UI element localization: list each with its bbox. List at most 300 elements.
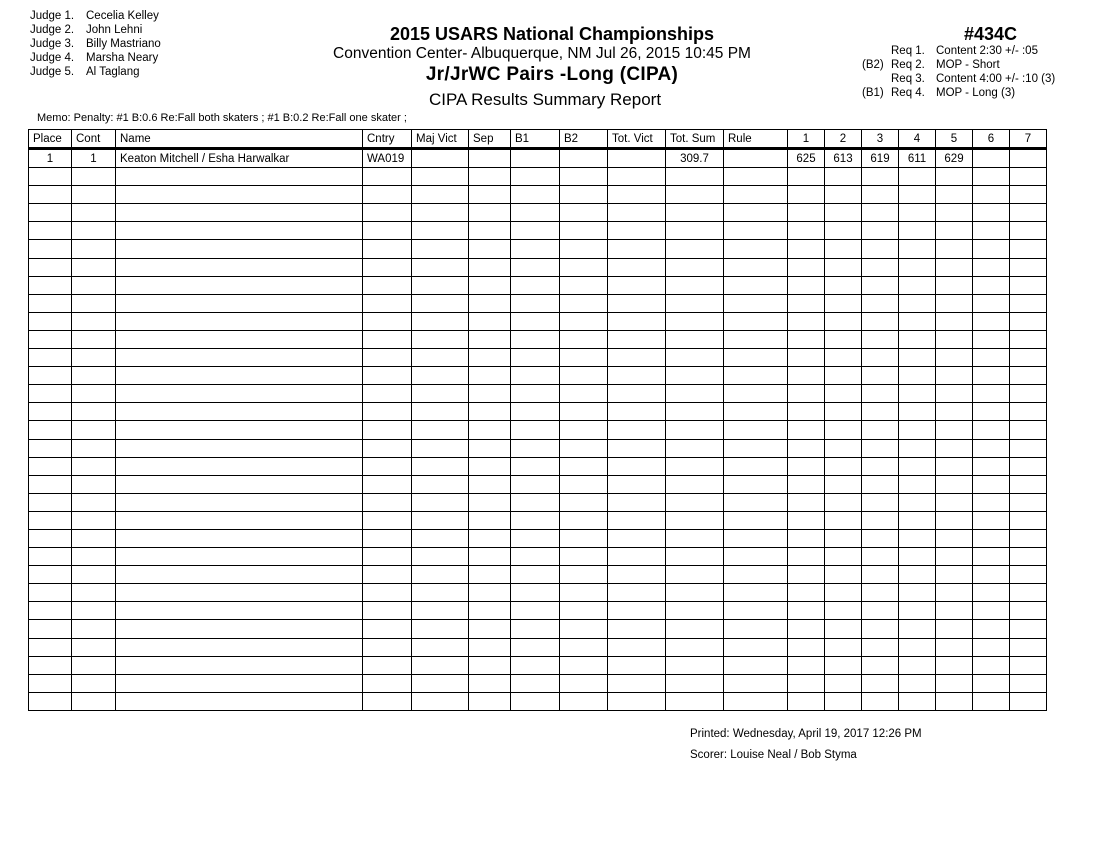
empty-table-row xyxy=(29,529,1047,547)
empty-cell xyxy=(116,385,363,403)
empty-cell xyxy=(511,403,560,421)
empty-cell xyxy=(788,674,825,692)
empty-cell xyxy=(724,584,788,602)
empty-cell xyxy=(363,475,412,493)
empty-cell xyxy=(936,439,973,457)
empty-cell xyxy=(412,529,469,547)
judge-name: Cecelia Kelley xyxy=(86,10,159,22)
empty-cell xyxy=(862,656,899,674)
empty-cell xyxy=(862,620,899,638)
empty-cell xyxy=(666,511,724,529)
empty-cell xyxy=(560,511,608,529)
empty-cell xyxy=(1010,240,1047,258)
requirement-text: Content 2:30 +/- :05 xyxy=(936,45,1038,57)
empty-cell xyxy=(560,692,608,710)
empty-cell xyxy=(862,276,899,294)
empty-cell xyxy=(973,330,1010,348)
empty-cell xyxy=(412,475,469,493)
empty-cell xyxy=(862,475,899,493)
empty-cell xyxy=(973,511,1010,529)
empty-cell xyxy=(608,584,666,602)
column-header-cont: Cont xyxy=(72,130,116,149)
empty-cell xyxy=(608,656,666,674)
empty-cell xyxy=(363,566,412,584)
empty-cell xyxy=(560,439,608,457)
empty-table-row xyxy=(29,638,1047,656)
empty-cell xyxy=(511,457,560,475)
column-header-judge-4: 4 xyxy=(899,130,936,149)
empty-cell xyxy=(412,312,469,330)
empty-cell xyxy=(936,367,973,385)
empty-cell xyxy=(1010,602,1047,620)
empty-cell xyxy=(666,602,724,620)
cell-tot-vict xyxy=(608,149,666,168)
empty-cell xyxy=(72,493,116,511)
empty-cell xyxy=(469,385,511,403)
empty-cell xyxy=(724,294,788,312)
empty-cell xyxy=(666,186,724,204)
empty-cell xyxy=(666,529,724,547)
empty-cell xyxy=(936,457,973,475)
empty-cell xyxy=(862,312,899,330)
empty-cell xyxy=(511,294,560,312)
empty-cell xyxy=(862,584,899,602)
judge-name: Billy Mastriano xyxy=(86,38,161,50)
empty-cell xyxy=(116,656,363,674)
requirement-text: MOP - Long (3) xyxy=(936,87,1016,99)
empty-cell xyxy=(936,204,973,222)
empty-cell xyxy=(29,602,72,620)
empty-cell xyxy=(560,457,608,475)
empty-cell xyxy=(560,240,608,258)
empty-cell xyxy=(788,258,825,276)
empty-cell xyxy=(788,692,825,710)
cell-judge-3: 619 xyxy=(862,149,899,168)
empty-table-row xyxy=(29,330,1047,348)
judge-row xyxy=(30,9,161,23)
empty-cell xyxy=(29,240,72,258)
empty-cell xyxy=(72,367,116,385)
column-header-maj-vict: Maj Vict xyxy=(412,130,469,149)
empty-cell xyxy=(899,566,936,584)
empty-cell xyxy=(608,674,666,692)
empty-cell xyxy=(116,584,363,602)
empty-cell xyxy=(116,439,363,457)
empty-cell xyxy=(1010,168,1047,186)
column-header-tot-vict: Tot. Vict xyxy=(608,130,666,149)
empty-cell xyxy=(511,168,560,186)
empty-cell xyxy=(825,692,862,710)
empty-cell xyxy=(29,367,72,385)
empty-cell xyxy=(862,330,899,348)
empty-cell xyxy=(116,258,363,276)
empty-table-row xyxy=(29,692,1047,710)
empty-cell xyxy=(29,349,72,367)
empty-cell xyxy=(862,294,899,312)
empty-cell xyxy=(936,584,973,602)
empty-table-row xyxy=(29,186,1047,204)
empty-cell xyxy=(666,457,724,475)
empty-cell xyxy=(608,349,666,367)
empty-cell xyxy=(788,529,825,547)
empty-cell xyxy=(973,276,1010,294)
empty-cell xyxy=(608,186,666,204)
empty-cell xyxy=(469,240,511,258)
empty-table-row xyxy=(29,294,1047,312)
empty-cell xyxy=(412,620,469,638)
empty-cell xyxy=(825,475,862,493)
empty-cell xyxy=(72,638,116,656)
requirement-text: Content 4:00 +/- :10 (3) xyxy=(936,73,1056,85)
empty-cell xyxy=(560,475,608,493)
empty-cell xyxy=(469,620,511,638)
empty-cell xyxy=(116,638,363,656)
empty-cell xyxy=(560,204,608,222)
empty-cell xyxy=(825,367,862,385)
empty-cell xyxy=(788,186,825,204)
empty-cell xyxy=(469,692,511,710)
cell-judge-7 xyxy=(1010,149,1047,168)
empty-cell xyxy=(511,475,560,493)
empty-cell xyxy=(973,421,1010,439)
table-header-row xyxy=(29,130,1047,149)
empty-cell xyxy=(899,511,936,529)
empty-cell xyxy=(560,168,608,186)
empty-cell xyxy=(788,475,825,493)
empty-cell xyxy=(973,457,1010,475)
empty-cell xyxy=(899,457,936,475)
empty-cell xyxy=(862,349,899,367)
empty-cell xyxy=(973,638,1010,656)
empty-cell xyxy=(363,204,412,222)
requirement-text: MOP - Short xyxy=(936,59,1000,71)
empty-cell xyxy=(29,638,72,656)
empty-cell xyxy=(1010,674,1047,692)
empty-cell xyxy=(72,584,116,602)
empty-cell xyxy=(724,367,788,385)
empty-cell xyxy=(469,511,511,529)
empty-cell xyxy=(825,548,862,566)
requirement-prefix xyxy=(862,72,891,86)
empty-cell xyxy=(469,421,511,439)
empty-cell xyxy=(825,312,862,330)
empty-cell xyxy=(412,240,469,258)
empty-cell xyxy=(788,620,825,638)
empty-cell xyxy=(116,168,363,186)
empty-table-row xyxy=(29,584,1047,602)
empty-cell xyxy=(412,566,469,584)
empty-cell xyxy=(1010,258,1047,276)
empty-cell xyxy=(724,240,788,258)
empty-cell xyxy=(511,421,560,439)
empty-cell xyxy=(788,656,825,674)
empty-cell xyxy=(116,204,363,222)
empty-cell xyxy=(825,349,862,367)
empty-cell xyxy=(511,566,560,584)
judge-name: Al Taglang xyxy=(86,66,140,78)
empty-cell xyxy=(608,548,666,566)
empty-cell xyxy=(608,602,666,620)
empty-table-row xyxy=(29,493,1047,511)
cell-maj-vict xyxy=(412,149,469,168)
championship-title: 2015 USARS National Championships xyxy=(389,24,715,44)
empty-cell xyxy=(469,276,511,294)
judge-label: Judge 2. xyxy=(30,24,75,36)
cell-tot-sum: 309.7 xyxy=(666,149,724,168)
empty-table-row xyxy=(29,385,1047,403)
empty-cell xyxy=(899,312,936,330)
requirement-label: Req 1. xyxy=(891,45,925,57)
empty-cell xyxy=(788,240,825,258)
empty-cell xyxy=(116,475,363,493)
empty-cell xyxy=(469,529,511,547)
empty-cell xyxy=(1010,294,1047,312)
empty-cell xyxy=(825,674,862,692)
empty-cell xyxy=(899,367,936,385)
empty-cell xyxy=(511,493,560,511)
empty-cell xyxy=(116,493,363,511)
empty-cell xyxy=(29,566,72,584)
empty-cell xyxy=(560,186,608,204)
empty-cell xyxy=(412,692,469,710)
empty-cell xyxy=(899,186,936,204)
empty-cell xyxy=(72,222,116,240)
empty-cell xyxy=(973,656,1010,674)
empty-cell xyxy=(412,222,469,240)
empty-cell xyxy=(899,294,936,312)
empty-cell xyxy=(29,584,72,602)
empty-cell xyxy=(511,602,560,620)
empty-cell xyxy=(973,566,1010,584)
column-header-cntry: Cntry xyxy=(363,130,412,149)
empty-cell xyxy=(29,330,72,348)
empty-cell xyxy=(363,385,412,403)
empty-cell xyxy=(788,168,825,186)
empty-cell xyxy=(608,511,666,529)
empty-cell xyxy=(666,330,724,348)
empty-cell xyxy=(116,240,363,258)
column-header-sep: Sep xyxy=(469,130,511,149)
empty-cell xyxy=(973,493,1010,511)
empty-cell xyxy=(973,674,1010,692)
empty-cell xyxy=(899,240,936,258)
empty-cell xyxy=(666,240,724,258)
empty-cell xyxy=(724,258,788,276)
empty-table-row xyxy=(29,620,1047,638)
empty-cell xyxy=(825,330,862,348)
empty-cell xyxy=(862,204,899,222)
empty-cell xyxy=(862,638,899,656)
empty-cell xyxy=(469,330,511,348)
empty-cell xyxy=(72,548,116,566)
requirement-prefix: (B2) xyxy=(862,59,884,71)
empty-cell xyxy=(973,584,1010,602)
empty-cell xyxy=(788,548,825,566)
empty-cell xyxy=(29,674,72,692)
empty-cell xyxy=(511,511,560,529)
empty-cell xyxy=(511,385,560,403)
empty-cell xyxy=(608,457,666,475)
empty-cell xyxy=(936,475,973,493)
empty-cell xyxy=(469,602,511,620)
empty-cell xyxy=(412,511,469,529)
empty-cell xyxy=(560,330,608,348)
empty-cell xyxy=(666,168,724,186)
empty-cell xyxy=(1010,566,1047,584)
empty-cell xyxy=(936,674,973,692)
empty-cell xyxy=(29,421,72,439)
empty-cell xyxy=(412,439,469,457)
empty-cell xyxy=(116,367,363,385)
empty-cell xyxy=(1010,312,1047,330)
empty-cell xyxy=(788,349,825,367)
empty-cell xyxy=(116,457,363,475)
empty-cell xyxy=(788,457,825,475)
empty-cell xyxy=(666,222,724,240)
empty-cell xyxy=(412,367,469,385)
empty-cell xyxy=(511,276,560,294)
empty-cell xyxy=(788,294,825,312)
empty-cell xyxy=(825,439,862,457)
empty-cell xyxy=(560,493,608,511)
empty-cell xyxy=(666,439,724,457)
report-title: CIPA Results Summary Report xyxy=(428,90,662,109)
empty-cell xyxy=(862,421,899,439)
empty-cell xyxy=(511,349,560,367)
empty-cell xyxy=(560,620,608,638)
empty-cell xyxy=(1010,638,1047,656)
empty-cell xyxy=(825,204,862,222)
empty-cell xyxy=(608,692,666,710)
empty-cell xyxy=(412,493,469,511)
empty-cell xyxy=(560,674,608,692)
empty-cell xyxy=(724,349,788,367)
empty-cell xyxy=(862,548,899,566)
empty-cell xyxy=(116,276,363,294)
empty-cell xyxy=(1010,367,1047,385)
empty-cell xyxy=(72,602,116,620)
empty-cell xyxy=(1010,186,1047,204)
empty-cell xyxy=(973,258,1010,276)
empty-cell xyxy=(608,330,666,348)
empty-cell xyxy=(469,367,511,385)
empty-cell xyxy=(936,656,973,674)
empty-cell xyxy=(724,638,788,656)
empty-cell xyxy=(363,620,412,638)
empty-cell xyxy=(936,403,973,421)
printed-timestamp: Printed: Wednesday, April 19, 2017 12:26 PM xyxy=(690,728,922,740)
empty-cell xyxy=(1010,222,1047,240)
empty-cell xyxy=(511,186,560,204)
empty-cell xyxy=(412,349,469,367)
empty-cell xyxy=(469,222,511,240)
empty-cell xyxy=(1010,620,1047,638)
empty-cell xyxy=(116,294,363,312)
empty-cell xyxy=(72,529,116,547)
empty-cell xyxy=(724,439,788,457)
empty-cell xyxy=(116,312,363,330)
empty-cell xyxy=(363,276,412,294)
empty-cell xyxy=(666,312,724,330)
empty-cell xyxy=(608,168,666,186)
empty-cell xyxy=(973,385,1010,403)
empty-cell xyxy=(899,620,936,638)
empty-cell xyxy=(72,330,116,348)
empty-cell xyxy=(363,457,412,475)
empty-cell xyxy=(29,294,72,312)
empty-cell xyxy=(724,475,788,493)
table-row xyxy=(29,149,1047,168)
empty-cell xyxy=(936,602,973,620)
empty-cell xyxy=(608,276,666,294)
empty-cell xyxy=(72,692,116,710)
column-header-judge-2: 2 xyxy=(825,130,862,149)
empty-cell xyxy=(29,656,72,674)
empty-cell xyxy=(511,584,560,602)
empty-cell xyxy=(72,566,116,584)
empty-cell xyxy=(666,349,724,367)
empty-cell xyxy=(511,548,560,566)
empty-cell xyxy=(825,240,862,258)
empty-cell xyxy=(788,312,825,330)
empty-cell xyxy=(412,674,469,692)
empty-cell xyxy=(412,276,469,294)
empty-cell xyxy=(469,168,511,186)
empty-cell xyxy=(72,656,116,674)
empty-cell xyxy=(560,294,608,312)
empty-cell xyxy=(72,620,116,638)
empty-cell xyxy=(1010,439,1047,457)
empty-cell xyxy=(936,548,973,566)
empty-cell xyxy=(608,385,666,403)
empty-table-row xyxy=(29,457,1047,475)
empty-cell xyxy=(899,421,936,439)
empty-cell xyxy=(1010,276,1047,294)
cell-cont: 1 xyxy=(72,149,116,168)
empty-cell xyxy=(899,403,936,421)
empty-cell xyxy=(936,638,973,656)
empty-cell xyxy=(72,385,116,403)
empty-cell xyxy=(666,638,724,656)
empty-cell xyxy=(511,222,560,240)
empty-cell xyxy=(1010,457,1047,475)
empty-cell xyxy=(899,385,936,403)
empty-cell xyxy=(29,511,72,529)
empty-cell xyxy=(363,548,412,566)
empty-cell xyxy=(1010,385,1047,403)
empty-cell xyxy=(899,439,936,457)
empty-cell xyxy=(788,421,825,439)
empty-cell xyxy=(973,222,1010,240)
empty-cell xyxy=(862,692,899,710)
empty-table-row xyxy=(29,566,1047,584)
empty-cell xyxy=(973,294,1010,312)
empty-cell xyxy=(724,620,788,638)
empty-cell xyxy=(608,403,666,421)
empty-cell xyxy=(560,638,608,656)
empty-cell xyxy=(412,638,469,656)
empty-cell xyxy=(560,367,608,385)
event-number: #434C xyxy=(964,24,1018,44)
empty-cell xyxy=(29,204,72,222)
empty-cell xyxy=(29,186,72,204)
empty-cell xyxy=(899,276,936,294)
column-header-judge-1: 1 xyxy=(788,130,825,149)
empty-table-row xyxy=(29,349,1047,367)
empty-cell xyxy=(116,674,363,692)
empty-cell xyxy=(608,258,666,276)
empty-table-row xyxy=(29,421,1047,439)
